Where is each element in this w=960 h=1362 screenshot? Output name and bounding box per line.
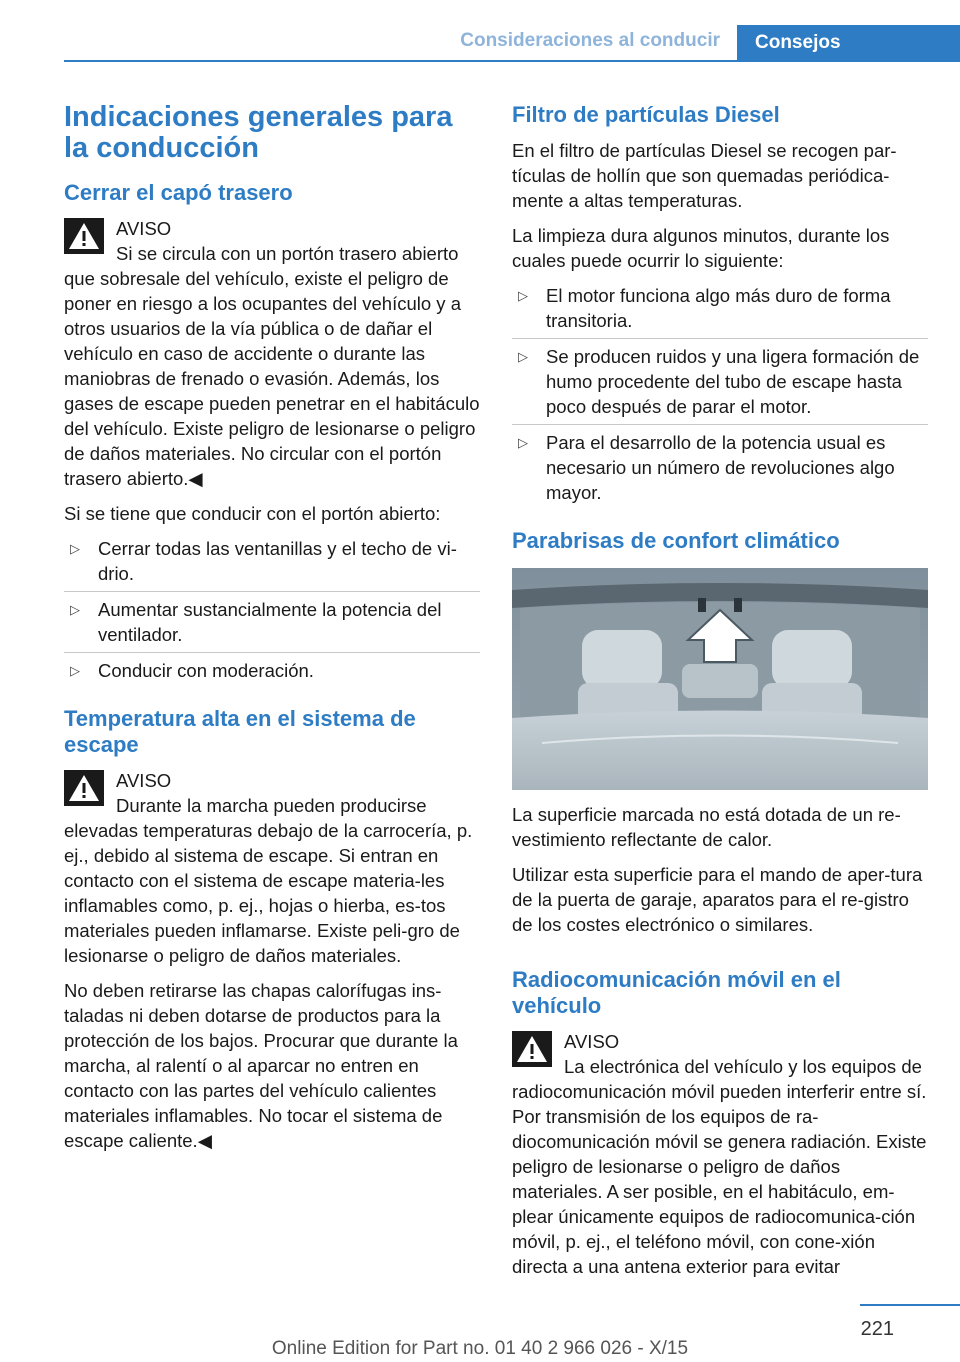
list-item-text: El motor funciona algo más duro de forma transitoria. — [546, 285, 891, 331]
triangle-right-icon: ▷ — [518, 435, 528, 450]
windshield-photo — [512, 568, 928, 790]
section-heading-diesel-filter: Filtro de partículas Diesel — [512, 102, 780, 127]
list-item-text: Se producen ruidos y una ligera formación de humo procedente del tubo de escape hasta poco después de parar el motor. — [546, 346, 920, 417]
page-title: Indicaciones generales para la conducción — [64, 101, 453, 164]
warning-triangle-icon — [512, 1031, 552, 1067]
warning-box-mobile-radio — [512, 1029, 928, 1279]
list-item — [64, 652, 480, 688]
triangle-right-icon: ▷ — [70, 602, 80, 617]
warning-box-tailgate — [64, 216, 480, 491]
warning-text: La electrónica del vehículo y los equipos de radiocomunicación móvil pueden interferir entre sí. Por transmisión de los equipos de ra-diocomunicación móvil se genera radiación. Existe peligro de lesionarse o peligro de daños materiales. A ser posible, en el habitáculo, em-plear únicamente equipos de radiocomunica-ción móvil, p. ej., el teléfono móvil, con cone-xión directa a una antena exterior para evitar — [512, 1056, 927, 1277]
list-item — [64, 591, 480, 652]
list-item-text: Conducir con moderación. — [98, 660, 314, 681]
warning-box-exhaust — [64, 768, 480, 968]
section-heading-exhaust: Temperatura alta en el sistema de escape — [64, 706, 416, 757]
warning-title: AVISO — [116, 770, 172, 791]
edition-footer: Online Edition for Part no. 01 40 2 966 026 - X/15 — [271, 1338, 689, 1359]
warning-title: AVISO — [116, 218, 172, 239]
section-heading-windshield: Parabrisas de confort climático — [512, 528, 840, 553]
list-item — [512, 424, 928, 510]
warning-title: AVISO — [564, 1031, 620, 1052]
warning-text: Durante la marcha pueden producirse elevadas temperaturas debajo de la carrocería, p. ej., debido al sistema de escape. Si entran en contacto con el sistema de escape materia-les inflamables como, p. ej., hojas o hierba, es-tos materiales pueden inflamarse. Existe peli-gro de lesionarse o peligro de daños materiales. — [64, 795, 473, 966]
triangle-right-icon: ▷ — [70, 541, 80, 556]
paragraph: Utilizar esta superficie para el mando de aper-tura de la puerta de garaje, aparatos para el re-gistro de los costes electrónico o similares. — [512, 864, 923, 935]
list-item — [512, 338, 928, 424]
triangle-right-icon: ▷ — [518, 349, 528, 364]
list-item-text: Cerrar todas las ventanillas y el techo de vi-drio. — [98, 538, 457, 584]
paragraph: Si se tiene que conducir con el portón abierto: — [64, 503, 441, 524]
section-heading-mobile-radio: Radiocomunicación móvil en el vehículo — [512, 967, 841, 1018]
list-item-text: Para el desarrollo de la potencia usual es necesario un número de revoluciones algo mayor. — [546, 432, 895, 503]
section-heading-tailgate: Cerrar el capó trasero — [64, 180, 293, 205]
right-column — [512, 102, 928, 1289]
paragraph: En el filtro de partículas Diesel se recogen par-tículas de hollín que son quemadas periódica-mente a altas temperaturas. — [512, 140, 897, 211]
warning-triangle-icon — [64, 770, 104, 806]
left-column — [64, 102, 480, 1163]
bullet-list-open-tailgate — [64, 536, 480, 688]
list-item — [512, 283, 928, 338]
breadcrumb[interactable]: Consideraciones al conducir — [460, 30, 720, 51]
warning-triangle-icon — [64, 218, 104, 254]
bullet-list-cleaning — [512, 283, 928, 510]
section-tab[interactable]: Consejos — [737, 25, 960, 62]
paragraph: No deben retirarse las chapas calorífugas ins-taladas ni deben dotarse de productos para la protección de los bajos. Procurar que durante la marcha, al ralentí o al aparcar no entren en contacto con las partes del vehículo calientes materiales inflamables. No tocar el sistema de escape caliente.◀ — [64, 980, 458, 1151]
list-item-text: Aumentar sustancialmente la potencia del ventilador. — [98, 599, 442, 645]
page-number: 221 — [860, 1318, 894, 1340]
list-item — [64, 536, 480, 591]
warning-text: Si se circula con un portón trasero abierto que sobresale del vehículo, existe el peligro de poner en riesgo a los ocupantes del vehículo y a otros usuarios de la vía pública o de dañar el vehículo en caso de accidente o durante las maniobras de frenado o evasión. Además, los gases de escape pueden penetrar en el habitáculo del vehículo. Existe peligro de lesionarse o peligro de daños materiales. No circular con el portón trasero abierto.◀ — [64, 243, 480, 489]
paragraph: La superficie marcada no está dotada de un re-vestimiento reflectante de calor. — [512, 804, 901, 850]
paragraph: La limpieza dura algunos minutos, durante los cuales puede ocurrir lo siguiente: — [512, 225, 890, 271]
page-number-rule — [860, 1304, 960, 1306]
triangle-right-icon: ▷ — [70, 663, 80, 678]
triangle-right-icon: ▷ — [518, 288, 528, 303]
